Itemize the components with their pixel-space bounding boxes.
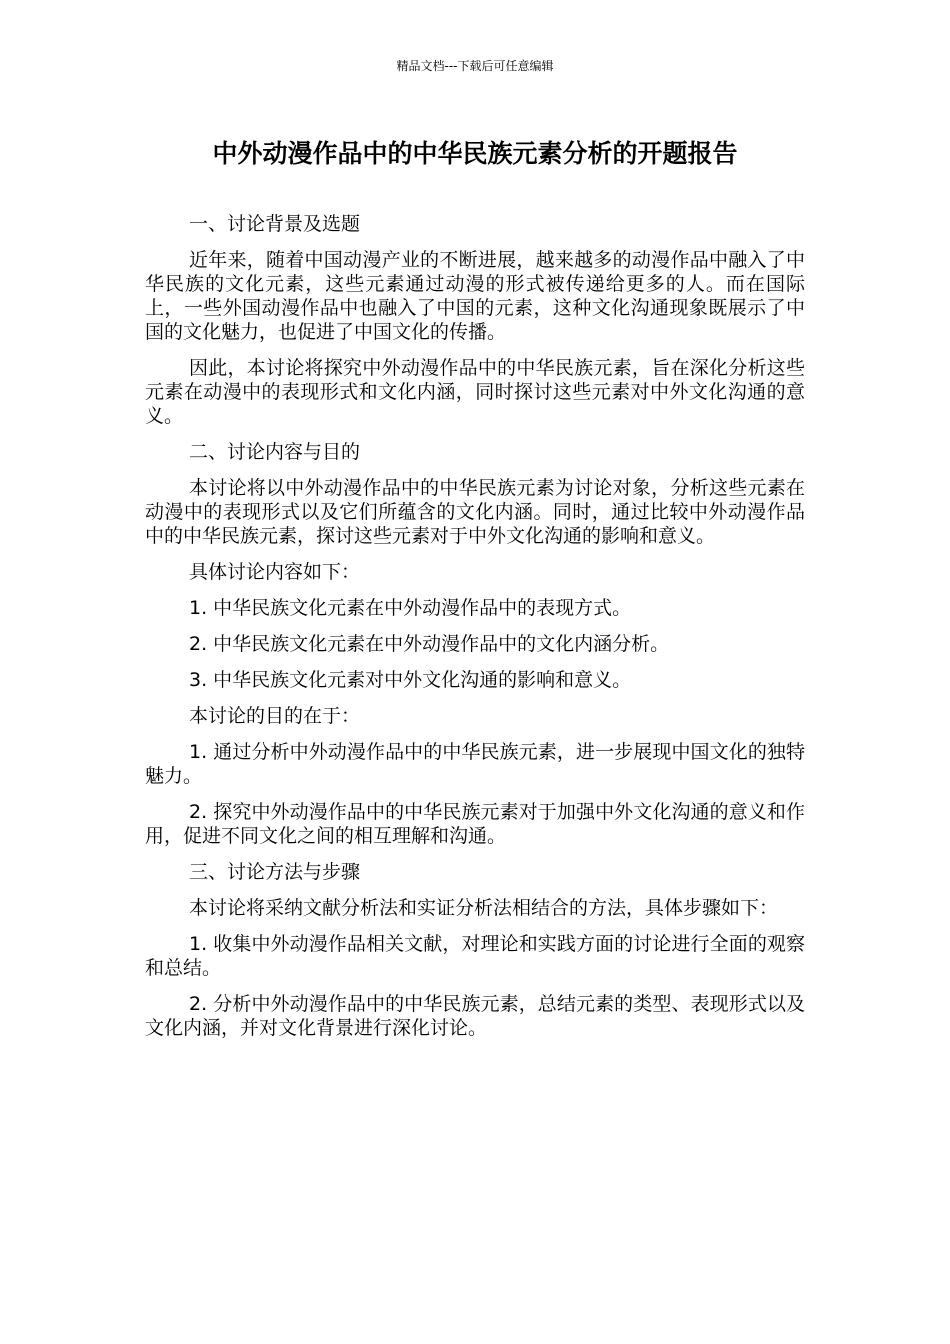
paragraph-method-intro: 本讨论将采纳文献分析法和实证分析法相结合的方法，具体步骤如下： xyxy=(189,897,779,919)
section-heading-method: 三、讨论方法与步骤 xyxy=(189,861,361,883)
page-header: 精品文档---下载后可任意编辑 xyxy=(396,59,554,73)
list-item-content-3: 3. 中华民族文化元素对中外文化沟通的影响和意义。 xyxy=(189,669,632,691)
document-title: 中外动漫作品中的中华民族元素分析的开题报告 xyxy=(212,139,738,168)
paragraph-background-1: 近年来，随着中国动漫产业的不断进展，越来越多的动漫作品中融入了中华民族的文化元素，这些元素通过动漫的形式被传递给更多的人。而在国际上，一些外国动漫作品中也融入了中国的元素，这种文化沟通现象既展示了中国的文化魅力，也促进了中国文化的传播。 xyxy=(145,249,805,343)
list-item-purpose-2: 2. 探究中外动漫作品中的中华民族元素对于加强中外文化沟通的意义和作用，促进不同文化之间的相互理解和沟通。 xyxy=(145,801,805,847)
list-item-step-2: 2. 分析中外动漫作品中的中华民族元素，总结元素的类型、表现形式以及文化内涵，并对文化背景进行深化讨论。 xyxy=(145,993,805,1039)
paragraph-content-1: 本讨论将以中外动漫作品中的中华民族元素为讨论对象，分析这些元素在动漫中的表现形式以及它们所蕴含的文化内涵。同时，通过比较中外动漫作品中的中华民族元素，探讨这些元素对于中外文化沟通的影响和意义。 xyxy=(145,477,805,547)
document-body xyxy=(145,212,805,1052)
list-item-content-2: 2. 中华民族文化元素在中外动漫作品中的文化内涵分析。 xyxy=(189,633,670,655)
paragraph-background-2: 因此，本讨论将探究中外动漫作品中的中华民族元素，旨在深化分析这些元素在动漫中的表现形式和文化内涵，同时探讨这些元素对中外文化沟通的意义。 xyxy=(145,357,805,427)
paragraph-content-list-intro: 具体讨论内容如下： xyxy=(189,561,361,583)
list-item-content-1: 1. 中华民族文化元素在中外动漫作品中的表现方式。 xyxy=(189,597,632,619)
list-item-step-1: 1. 收集中外动漫作品相关文献，对理论和实践方面的讨论进行全面的观察和总结。 xyxy=(145,933,805,979)
paragraph-purpose-intro: 本讨论的目的在于： xyxy=(189,705,361,727)
list-item-purpose-1: 1. 通过分析中外动漫作品中的中华民族元素，进一步展现中国文化的独特魅力。 xyxy=(145,741,805,787)
section-heading-background: 一、讨论背景及选题 xyxy=(189,213,361,235)
section-heading-content: 二、讨论内容与目的 xyxy=(189,441,361,463)
